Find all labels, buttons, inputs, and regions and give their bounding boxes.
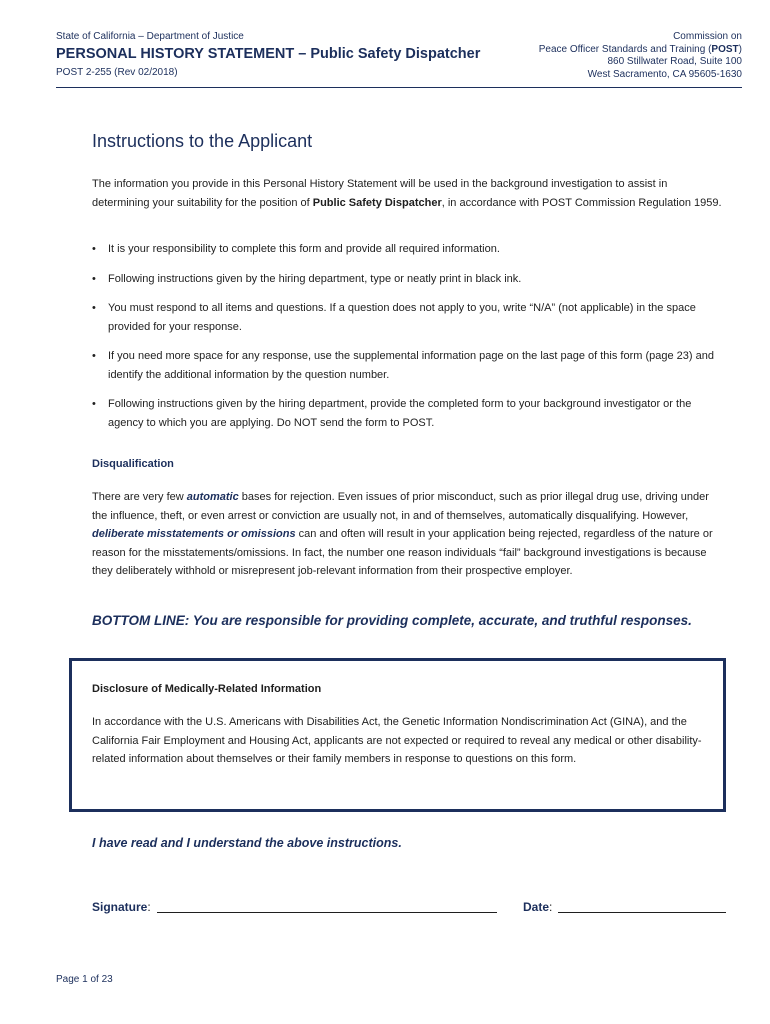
position-name: Public Safety Dispatcher <box>312 196 442 209</box>
address-line-1: 860 Stillwater Road, Suite 100 <box>607 56 742 67</box>
intro-text: The information you provide in this Personal History Statement will be used in the background investigation to assist in determining your suitability for the position of <box>92 178 668 209</box>
list-item <box>92 270 724 289</box>
instructions-heading: Instructions to the Applicant <box>92 131 313 151</box>
agency-line-2 <box>539 44 742 57</box>
agency-address <box>539 31 742 81</box>
disqualification-text <box>92 488 724 581</box>
bullet-icon: • <box>92 243 96 255</box>
disclosure-box <box>69 658 726 812</box>
disq-text-2: bases for rejection. Even issues of prior misconduct, such as prior illegal drug use, driving under the influence, theft, or even arrest or conviction are usually not, in and of themselves, automatically disqualifying. However, <box>92 491 709 522</box>
list-item-text: If you need more space for any response, use the supplemental information page on the last page of this form (page 23) and identify the additional information by the question number. <box>108 350 714 381</box>
form-header <box>56 31 516 79</box>
address-line-2: West Sacramento, CA 95605-1630 <box>587 68 742 80</box>
disq-emphasis-misstatements: deliberate misstatements or omissions <box>92 528 296 540</box>
page-number: Page 1 of 23 <box>56 974 113 985</box>
signature-colon: : <box>147 900 151 914</box>
disclosure-heading: Disclosure of Medically-Related Information <box>92 683 322 695</box>
bullet-icon: • <box>92 302 96 314</box>
date-colon: : <box>549 900 553 914</box>
agency-line-1: Commission on <box>673 31 742 42</box>
signature-field[interactable] <box>92 900 497 914</box>
bottom-line-statement: BOTTOM LINE: You are responsible for providing complete, accurate, and truthful responses. <box>92 613 692 628</box>
list-item <box>92 347 724 384</box>
signature-label: Signature <box>92 900 148 914</box>
instructions-list <box>92 240 724 443</box>
form-number: POST 2-255 (Rev 02/2018) <box>56 67 178 78</box>
bullet-icon: • <box>92 350 96 362</box>
form-title: PERSONAL HISTORY STATEMENT – Public Safety Dispatcher <box>56 46 481 62</box>
list-item <box>92 395 724 432</box>
signature-line[interactable] <box>157 900 497 913</box>
instructions-intro <box>92 175 724 212</box>
list-item <box>92 299 724 336</box>
disq-text-1: There are very few <box>92 491 187 503</box>
list-item-text: It is your responsibility to complete this form and provide all required information. <box>108 243 500 255</box>
date-field[interactable] <box>523 900 726 914</box>
agency-paren: ) <box>738 43 742 55</box>
list-item <box>92 240 724 259</box>
agency-name: Peace Officer Standards and Training ( <box>538 43 712 55</box>
agency-acronym: POST <box>711 43 739 55</box>
date-label: Date <box>523 900 550 914</box>
disqualification-heading: Disqualification <box>92 458 174 470</box>
bullet-icon: • <box>92 272 96 285</box>
disclosure-text: In accordance with the U.S. Americans with Disabilities Act, the Genetic Information Nondiscrimination Act (GINA), and the California Fair Employment and Housing Act, applicants are not expected or required to reveal any medical or other disability-related information about themselves or their family members in response to questions on this form. <box>92 716 702 765</box>
date-line[interactable] <box>558 900 726 913</box>
header-divider <box>56 87 742 88</box>
bullet-icon: • <box>92 398 96 410</box>
intro-text-end: , in accordance with POST Commission Regulation 1959. <box>441 196 722 209</box>
list-item-text: You must respond to all items and questions. If a question does not apply to you, write “N/A” (not applicable) in the space provided for your response. <box>108 302 696 333</box>
list-item-text: Following instructions given by the hiring department, type or neatly print in black ink. <box>108 272 522 285</box>
acknowledgement-statement: I have read and I understand the above instructions. <box>92 836 402 850</box>
disq-text-3: can and often will result in your application being rejected, regardless of the nature or reason for the misstatements/omissions. In fact, the number one reason individuals “fail” background investigations is because they deliberately withhold or misrepresent job-relevant information from their prospective employer. <box>92 528 713 577</box>
department-name: State of California – Department of Justice <box>56 31 244 42</box>
disq-emphasis-automatic: automatic <box>186 491 239 503</box>
list-item-text: Following instructions given by the hiring department, provide the completed form to your background investigator or the agency to which you are applying. Do NOT send the form to POST. <box>108 398 692 429</box>
